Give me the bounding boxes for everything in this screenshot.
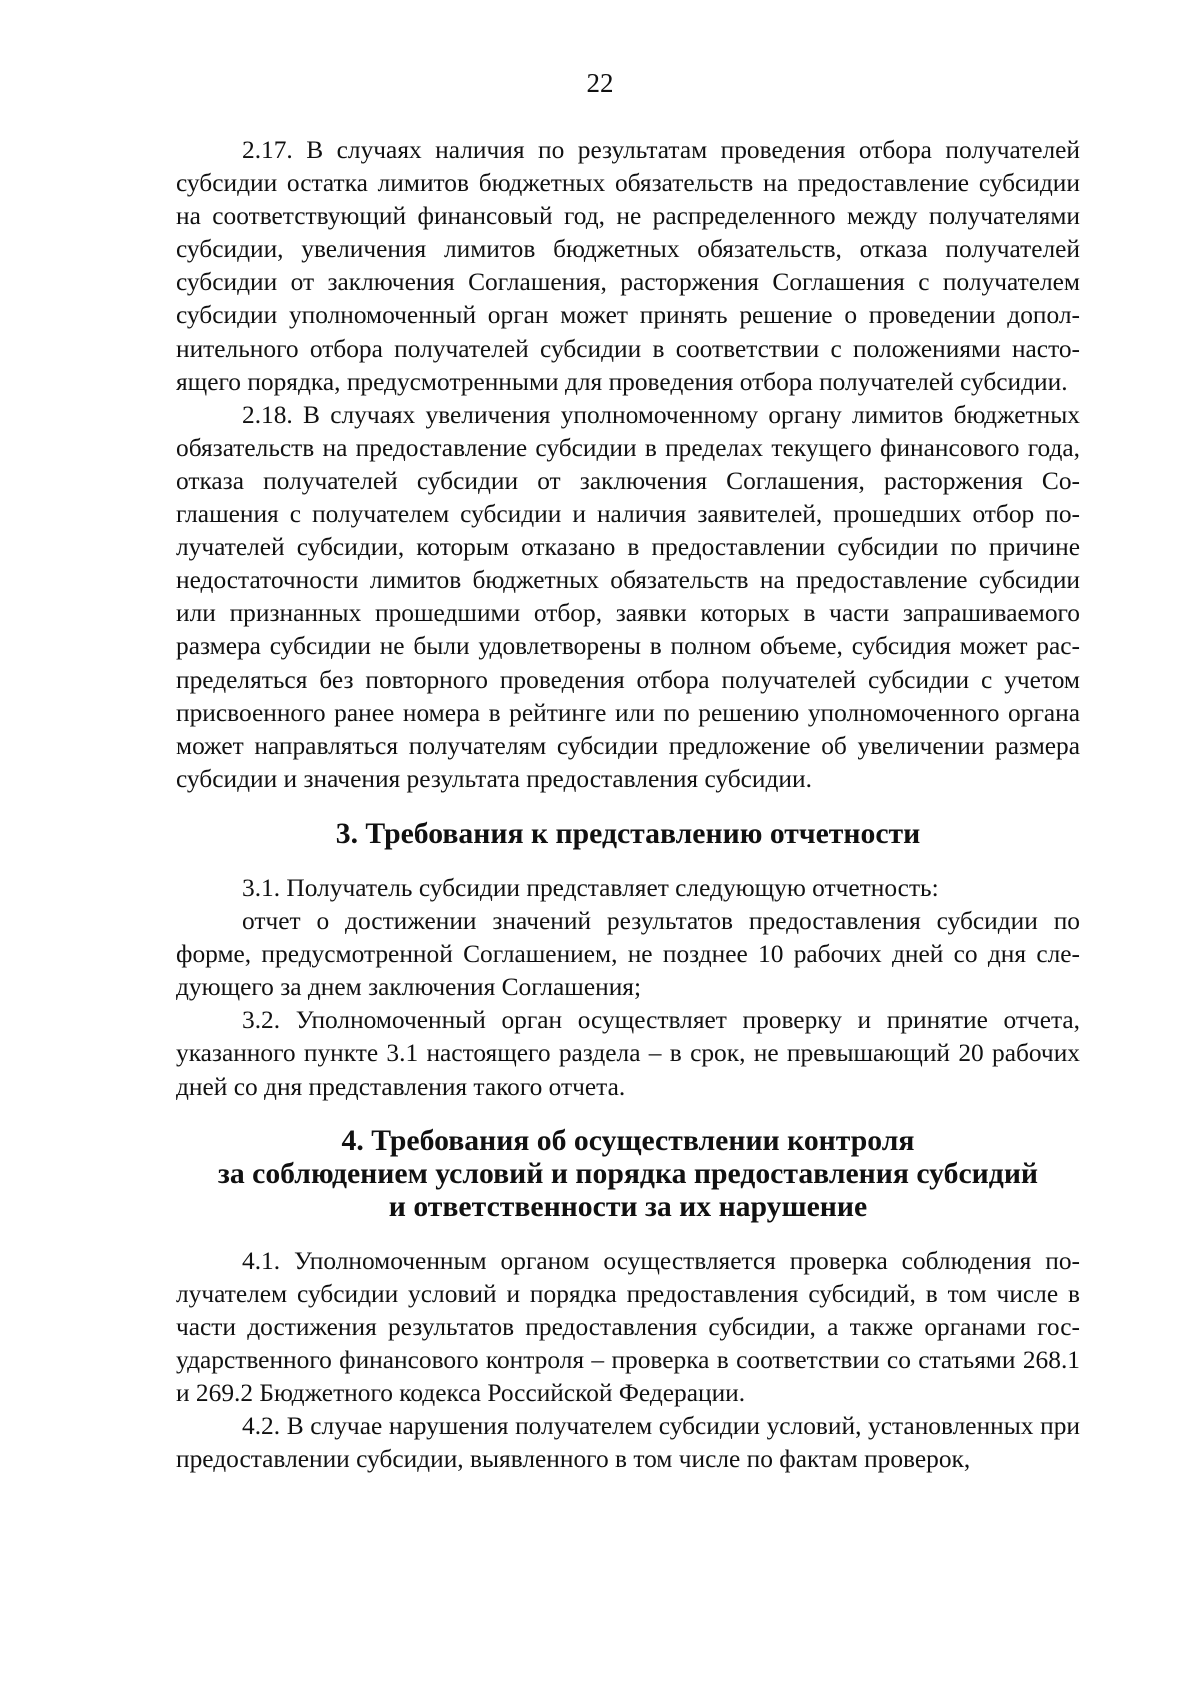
paragraph-3-2: 3.2. Уполномоченный орган осуществляет проверку и принятие отчета, указанного пункте 3.1 настоящего раздела – в срок, не превышающий 20 рабочих дней со дня представления такого отчета.	[176, 1006, 1080, 1101]
section-4-title-line-3: и ответственности за их нарушение	[388, 1190, 868, 1223]
paragraph-3-1: 3.1. Получатель субсидии представляет следующую отчетность:	[242, 873, 939, 902]
document-body	[176, 134, 1080, 1477]
paragraph-2-17: 2.17. В случаях наличия по результатам проведения отбора получателей субсидии остатка лимитов бюджетных обязательств на предоставление субсидии на соответствующий финансовый год, не распределенного между получателями субсидии, увеличения лимитов бюджетных обязательств, отказа получателей субсидии от заключения Соглашения, расторжения Соглашения с получателем субсидии уполномоченный орган может принять решение о проведении дополнительного отбора получателей субсидии в соответствии с положениями настоящего порядка, предусмотренными для проведения отбора получателей субсидии.	[176, 136, 1080, 396]
paragraph-2-18: 2.18. В случаях увеличения уполномоченному органу лимитов бюджетных обязательств на предоставление субсидии в пределах текущего финансового года, отказа получателей субсидии от заключения Соглашения, расторжения Соглашения с получателем субсидии и наличия заявителей, прошедших отбор получателей субсидии, которым отказано в предоставлении субсидии по причине недостаточности лимитов бюджетных обязательств на предоставление субсидии или признанных прошедшими отбор, заявки которых в части запрашиваемого размера субсидии не были удовлетворены в полном объеме, субсидия может распределяться без повторного проведения отбора получателей субсидии с учетом присвоенного ранее номера в рейтинге или по решению уполномоченного органа может направляться получателям субсидии предложение об увеличении размера субсидии и значения результата предоставления субсидии.	[176, 400, 1080, 793]
paragraph-4-1: 4.1. Уполномоченным органом осуществляется проверка соблюдения получателем субсидии условий и порядка предоставления субсидий, в том числе в части достижения результатов предоставления субсидии, а также органами государственного финансового контроля – проверка в соответствии со статьями 268.1 и 269.2 Бюджетного кодекса Российской Федерации.	[176, 1246, 1080, 1408]
section-3-heading	[176, 818, 1080, 851]
section-3-title: 3. Требования к представлению отчетности	[335, 817, 921, 850]
page-number: 22	[586, 68, 614, 98]
section-4-heading	[176, 1125, 1080, 1224]
paragraph-4-2: 4.2. В случае нарушения получателем субсидии условий, установленных при предоставлении субсидии, выявленного в том числе по фактам проверок,	[176, 1412, 1080, 1474]
paragraph-3-1-report: отчет о достижении значений результатов предоставления субсидии по форме, предусмотренной Соглашением, не позднее 10 рабочих дней со дня следующего за днем заключения Соглашения;	[176, 907, 1080, 1002]
section-4-title-line-1: 4. Требования об осуществлении контроля	[341, 1124, 915, 1157]
section-4-title-line-2: за соблюдением условий и порядка предоставления субсидий	[217, 1157, 1039, 1190]
